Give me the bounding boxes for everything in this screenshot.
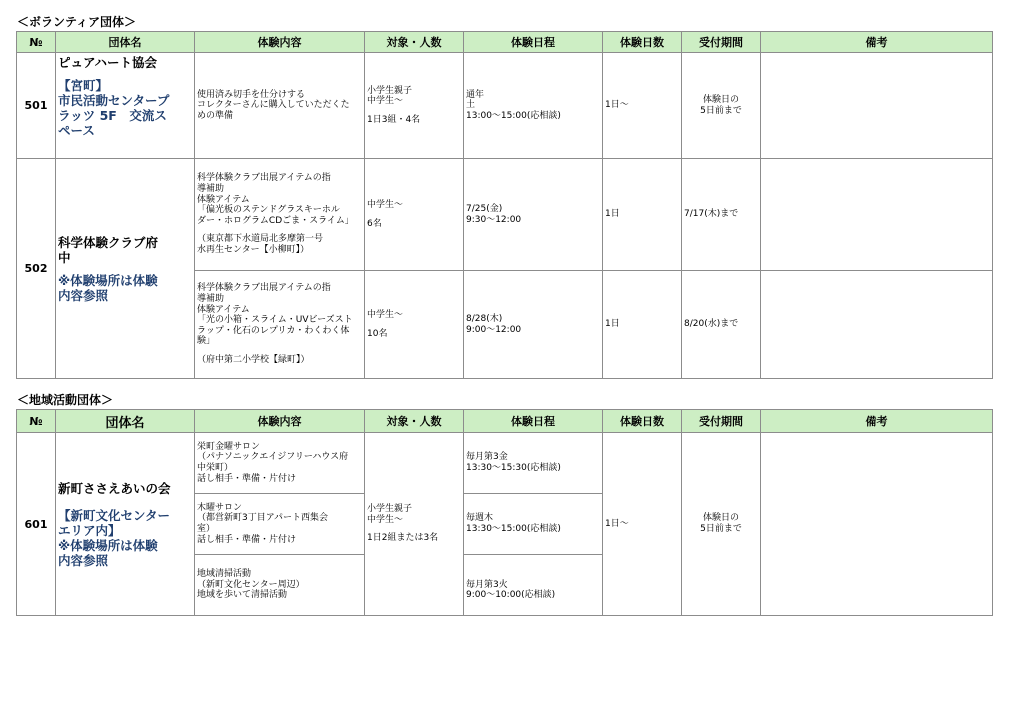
schedule-line: 8/28(木)	[466, 313, 503, 324]
content-line: 科学体験クラブ出展アイテムの指	[197, 283, 331, 294]
header-no: №	[17, 32, 56, 53]
header-org: 団体名	[56, 32, 195, 53]
schedule-line: 9:00～10:00(応相談)	[466, 590, 556, 601]
notes-cell	[761, 271, 993, 379]
content-line: 導補助	[197, 294, 225, 305]
content-line: 験」	[197, 336, 216, 347]
header-notes: 備考	[761, 32, 993, 53]
row-number: 501	[17, 53, 56, 159]
header-deadline: 受付期間	[682, 410, 761, 433]
days-cell: 1日～	[603, 53, 682, 159]
header-schedule: 体験日程	[464, 410, 603, 433]
table-row	[17, 433, 993, 494]
deadline-line: 体験日の	[702, 94, 739, 105]
deadline-cell	[682, 433, 761, 616]
schedule-line: 毎月第3金	[466, 452, 508, 463]
target-cell	[365, 271, 464, 379]
schedule-cell	[464, 433, 603, 494]
header-days: 体験日数	[603, 410, 682, 433]
schedule-line: 通年	[466, 89, 485, 100]
volunteer-groups-table	[16, 31, 993, 379]
content-line: めの準備	[197, 110, 234, 121]
schedule-cell	[464, 555, 603, 616]
schedule-line: 毎月第3火	[466, 579, 508, 590]
deadline-line: 5日前まで	[700, 524, 742, 534]
content-line: 話し相手・準備・片付け	[197, 534, 297, 545]
schedule-line: 9:30～12:00	[466, 214, 522, 225]
content-line: 中栄町）	[197, 463, 234, 473]
schedule-line: 13:00～15:00(応相談)	[466, 110, 561, 121]
org-name: 中	[58, 249, 71, 265]
header-days: 体験日数	[603, 32, 682, 53]
org-cell	[56, 433, 195, 616]
days-cell: 1日	[603, 271, 682, 379]
content-line: 室）	[197, 524, 216, 534]
content-cell	[195, 555, 365, 616]
content-line: 「偏光板のステンドグラスキーホル	[197, 205, 340, 216]
section-title-volunteer: ＜ボランティア団体＞	[17, 15, 137, 29]
schedule-cell	[464, 494, 603, 555]
content-line: 「光の小箱・スライム・UVビーズスト	[197, 315, 353, 326]
org-cell	[56, 159, 195, 379]
org-location-line: ラッツ 5F 交流ス	[58, 108, 167, 123]
target-line: 6名	[367, 218, 382, 229]
header-notes: 備考	[761, 410, 993, 433]
table-row	[17, 53, 993, 159]
content-line: 水再生センター【小柳町】）	[197, 244, 310, 255]
header-schedule: 体験日程	[464, 32, 603, 53]
org-location-line: ※体験場所は体験	[58, 537, 158, 553]
schedule-cell	[464, 53, 603, 159]
content-line: ラップ・化石のレプリカ・わくわく体	[197, 325, 350, 336]
community-groups-table	[16, 409, 993, 616]
schedule-line: 13:30～15:00(応相談)	[466, 524, 561, 534]
row-number: 601	[17, 433, 56, 616]
schedule-line: 7/25(金)	[466, 203, 503, 214]
content-line: （府中第二小学校【緑町】）	[197, 354, 310, 365]
target-line: 中学生～	[367, 514, 404, 525]
content-cell	[195, 53, 365, 159]
schedule-line: 13:30～15:30(応相談)	[466, 463, 561, 473]
content-line: 体験アイテム	[197, 194, 250, 205]
org-location-line: 市民活動センタープ	[58, 93, 170, 108]
notes-cell	[761, 53, 993, 159]
target-cell	[365, 433, 464, 616]
header-no: №	[17, 410, 56, 433]
notes-cell	[761, 433, 993, 616]
content-line: （パナソニックエイジフリーハウス府	[197, 452, 349, 463]
content-line: 地域を歩いて清掃活動	[197, 590, 288, 601]
content-line: 栄町金曜サロン	[197, 441, 261, 452]
deadline-cell: 8/20(水)まで	[682, 271, 761, 379]
content-line: 科学体験クラブ出展アイテムの指	[197, 173, 331, 184]
org-name: 新町ささえあいの会	[58, 480, 171, 496]
org-location-line: 内容参照	[58, 287, 109, 303]
org-name: ピュアハート協会	[58, 55, 158, 70]
content-cell	[195, 271, 365, 379]
notes-cell	[761, 159, 993, 271]
deadline-cell	[682, 53, 761, 159]
days-cell: 1日	[603, 159, 682, 271]
schedule-cell	[464, 159, 603, 271]
content-cell	[195, 159, 365, 271]
content-line: 使用済み切手を仕分けする	[197, 89, 306, 100]
content-line: 導補助	[197, 184, 225, 195]
schedule-line: 土	[466, 100, 476, 111]
content-line: 木曜サロン	[197, 502, 243, 513]
target-line: 1日3組・4名	[367, 114, 421, 125]
target-line: 中学生～	[367, 199, 404, 210]
org-location-line: ペース	[58, 123, 95, 138]
content-cell	[195, 433, 365, 494]
row-number: 502	[17, 159, 56, 379]
table-header-row	[17, 32, 993, 53]
table-header-row	[17, 410, 993, 433]
content-line: コレクターさんに購入していただくた	[197, 100, 350, 111]
deadline-line: 5日前まで	[700, 105, 742, 116]
deadline-cell: 7/17(木)まで	[682, 159, 761, 271]
header-content: 体験内容	[195, 410, 365, 433]
content-line: 体験アイテム	[197, 304, 250, 315]
org-location-line: 【新町文化センター	[58, 507, 171, 523]
org-location-line: エリア内】	[58, 522, 121, 538]
target-line: 10名	[367, 328, 388, 339]
org-location-line: 内容参照	[58, 552, 109, 568]
schedule-cell	[464, 271, 603, 379]
schedule-line: 9:00～12:00	[466, 324, 522, 335]
org-cell	[56, 53, 195, 159]
days-cell: 1日～	[603, 433, 682, 616]
content-line: （都営新町3丁目アパート西集会	[197, 513, 329, 524]
header-deadline: 受付期間	[682, 32, 761, 53]
header-content: 体験内容	[195, 32, 365, 53]
content-line: 地域清掃活動	[197, 569, 252, 580]
content-line: （新町文化センター周辺）	[197, 579, 305, 590]
schedule-line: 毎週木	[466, 513, 494, 524]
content-line: （東京都下水道局北多摩第一号	[197, 234, 324, 245]
org-name: 科学体験クラブ府	[58, 234, 159, 250]
header-org: 団体名	[56, 410, 195, 433]
section-title-community: ＜地域活動団体＞	[17, 393, 114, 407]
target-cell	[365, 53, 464, 159]
target-line: 小学生親子	[367, 85, 413, 96]
content-line: 話し相手・準備・片付け	[197, 473, 297, 484]
table-row	[17, 159, 993, 271]
header-target: 対象・人数	[365, 32, 464, 53]
target-line: 1日2組または3名	[367, 533, 439, 544]
content-cell	[195, 494, 365, 555]
target-line: 中学生～	[367, 309, 404, 320]
header-target: 対象・人数	[365, 410, 464, 433]
target-cell	[365, 159, 464, 271]
org-location-line: 【宮町】	[58, 78, 109, 93]
target-line: 中学生～	[367, 96, 404, 107]
target-line: 小学生親子	[367, 504, 413, 515]
deadline-line: 体験日の	[702, 513, 739, 524]
content-line: ダー・ホログラムCDごま・スライム」	[197, 215, 354, 226]
org-location-line: ※体験場所は体験	[58, 272, 158, 288]
